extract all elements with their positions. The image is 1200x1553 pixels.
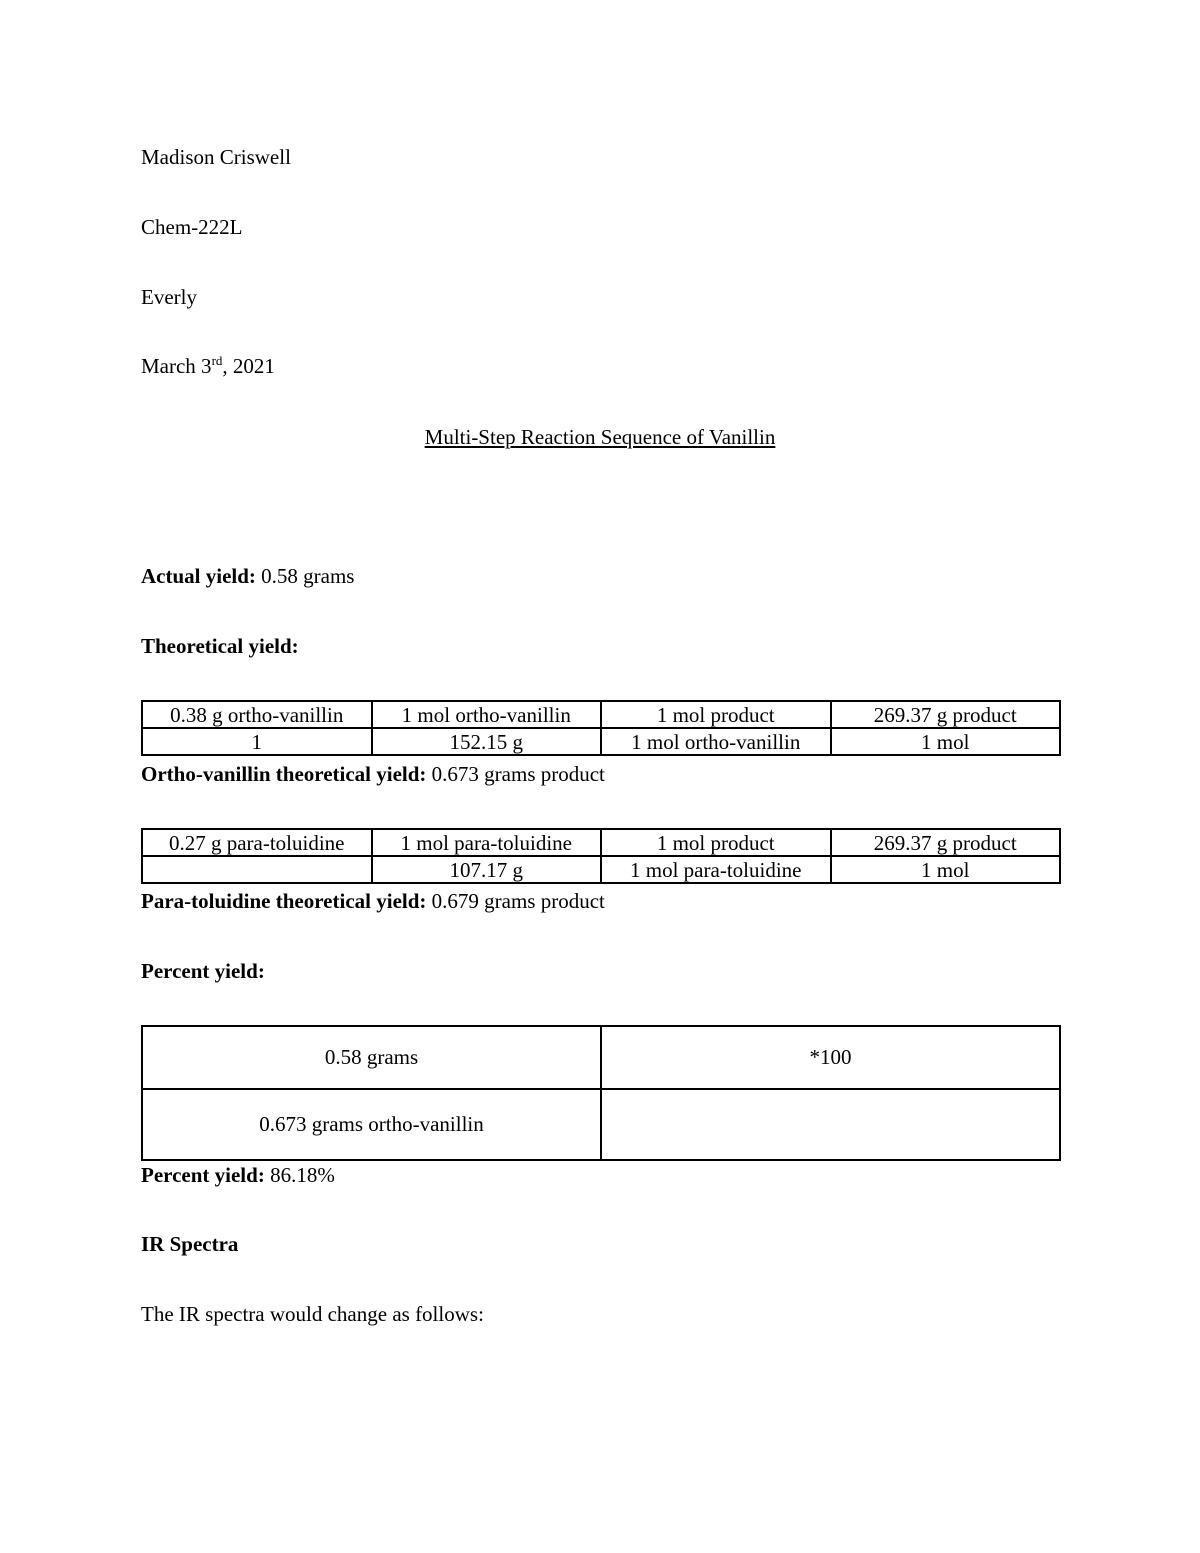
ir-spectra-heading: IR Spectra — [141, 1232, 239, 1256]
percent-yield-result — [141, 1162, 335, 1188]
table-cell — [142, 856, 372, 883]
actual-yield-line — [141, 563, 354, 589]
table-cell: 0.673 grams ortho-vanillin — [142, 1089, 601, 1160]
actual-yield-label: Actual yield: — [141, 564, 256, 588]
author-name: Madison Criswell — [141, 145, 291, 169]
percent-yield-value: 86.18% — [264, 1163, 335, 1187]
percent-yield-heading: Percent yield: — [141, 959, 265, 983]
table-cell: *100 — [601, 1026, 1060, 1089]
table-cell: 1 mol — [831, 856, 1061, 883]
date-month: March 3 — [141, 354, 212, 378]
table-cell: 1 — [142, 728, 372, 755]
date-year: , 2021 — [222, 354, 275, 378]
table-cell: 1 mol ortho-vanillin — [601, 728, 831, 755]
table-row — [142, 728, 1060, 755]
date-suffix: rd — [211, 353, 223, 368]
table-cell: 269.37 g product — [831, 701, 1061, 728]
table-row — [142, 856, 1060, 883]
actual-yield-value: 0.58 grams — [255, 564, 355, 588]
table-row — [142, 829, 1060, 856]
ortho-yield-value: 0.673 grams product — [426, 762, 605, 786]
table-cell — [601, 1089, 1060, 1160]
table-cell: 0.58 grams — [142, 1026, 601, 1089]
table-row — [142, 1026, 1060, 1089]
table-cell: 1 mol — [831, 728, 1061, 755]
ortho-theoretical-yield — [141, 761, 605, 787]
instructor-name: Everly — [141, 285, 197, 309]
percent-yield-label: Percent yield: — [141, 1163, 265, 1187]
table-cell: 1 mol product — [601, 701, 831, 728]
para-yield-label: Para-toluidine theoretical yield: — [141, 889, 427, 913]
table-cell: 1 mol product — [601, 829, 831, 856]
table-cell: 107.17 g — [372, 856, 602, 883]
table-cell: 1 mol para-toluidine — [601, 856, 831, 883]
table-cell: 1 mol para-toluidine — [372, 829, 602, 856]
ir-spectra-text: The IR spectra would change as follows: — [141, 1302, 484, 1326]
table-row — [142, 1089, 1060, 1160]
para-yield-value: 0.679 grams product — [426, 889, 605, 913]
table-cell: 152.15 g — [372, 728, 602, 755]
percent-yield-table — [141, 1025, 1061, 1161]
para-theoretical-yield — [141, 888, 605, 914]
ortho-yield-label: Ortho-vanillin theoretical yield: — [141, 762, 427, 786]
table-row — [142, 701, 1060, 728]
table-cell: 269.37 g product — [831, 829, 1061, 856]
table-cell: 0.27 g para-toluidine — [142, 829, 372, 856]
table-cell: 1 mol ortho-vanillin — [372, 701, 602, 728]
course-code: Chem-222L — [141, 215, 243, 239]
report-title: Multi-Step Reaction Sequence of Vanillin — [424, 425, 776, 449]
report-date — [141, 353, 275, 379]
theoretical-yield-heading: Theoretical yield: — [141, 634, 299, 658]
ortho-vanillin-conversion-table — [141, 700, 1061, 756]
para-toluidine-conversion-table — [141, 828, 1061, 884]
table-cell: 0.38 g ortho-vanillin — [142, 701, 372, 728]
